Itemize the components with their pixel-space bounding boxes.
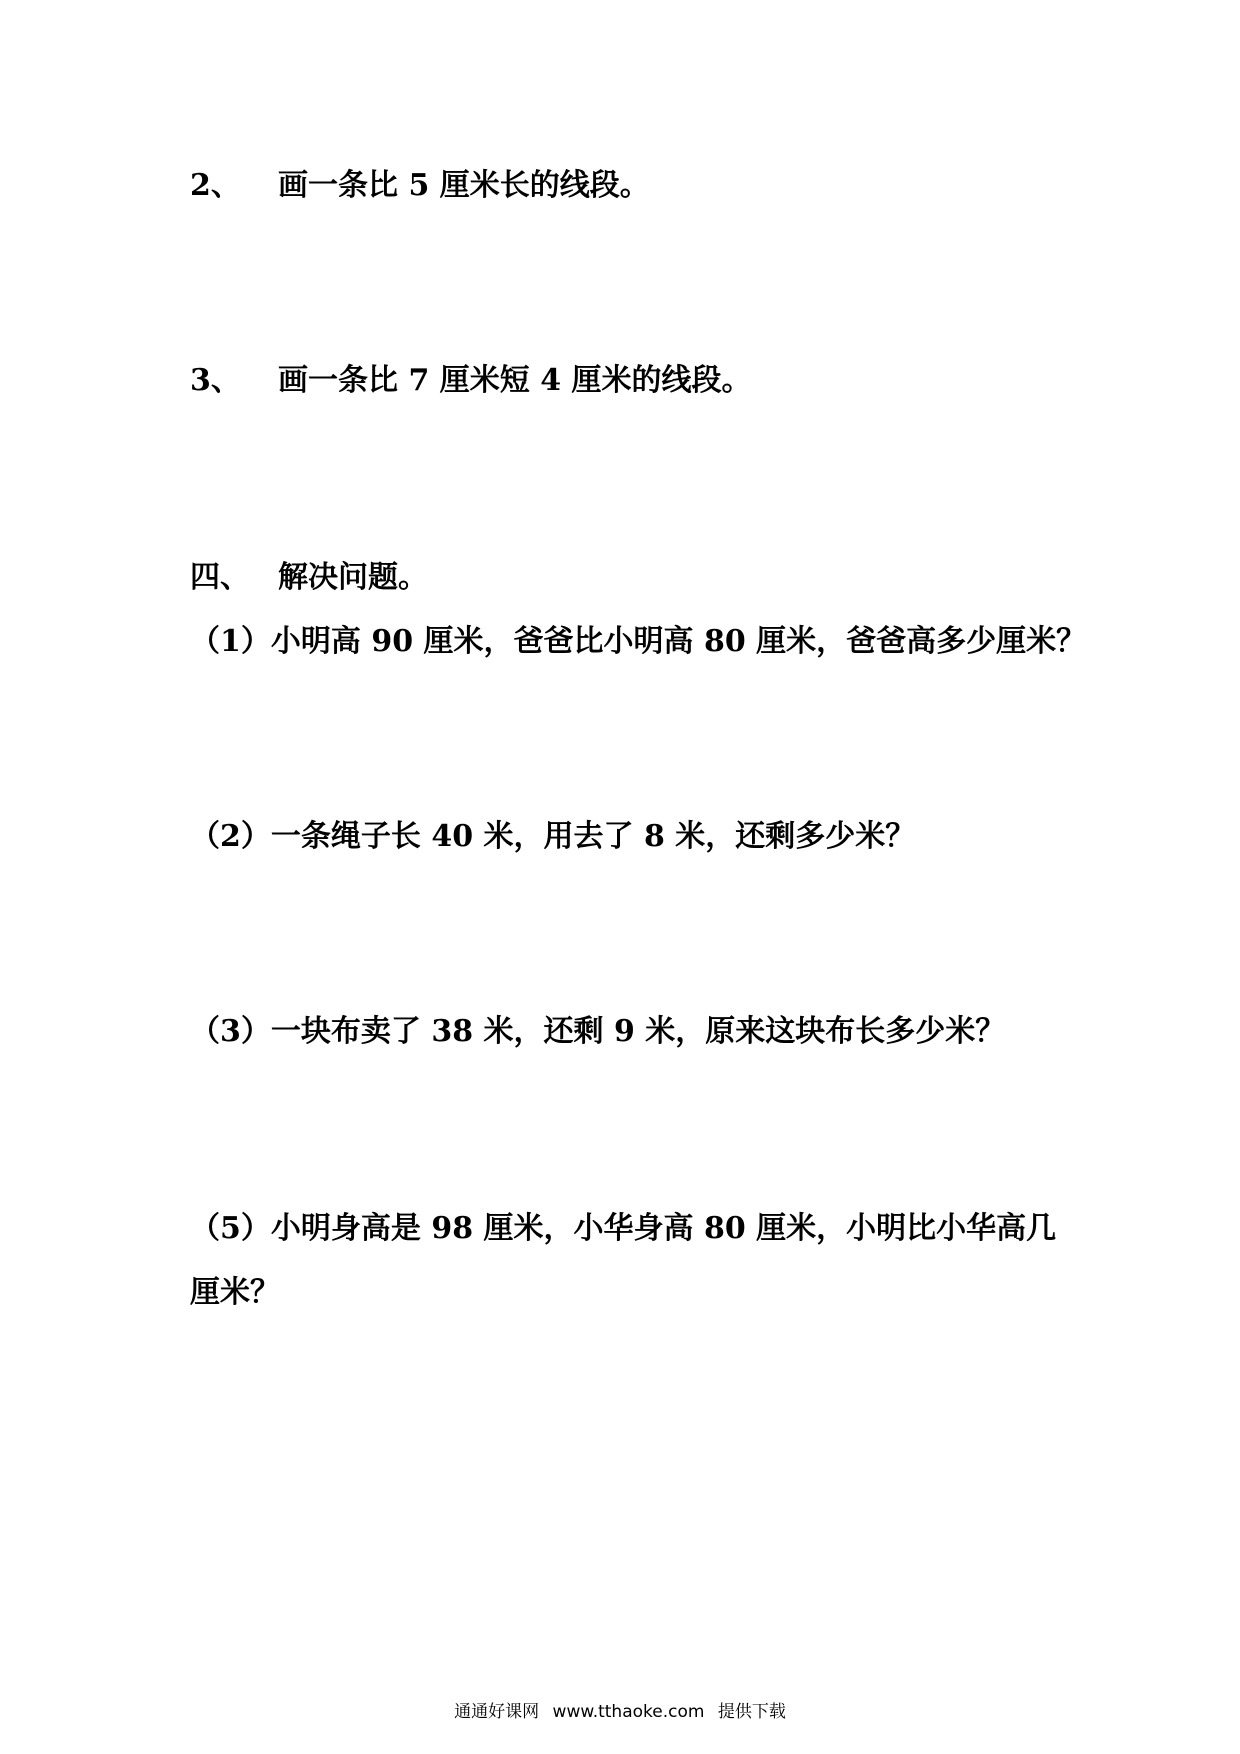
problem-5-line-1 — [190, 1209, 1056, 1249]
question-number: 3、 — [190, 363, 241, 398]
question-text: 画一条比 5 厘米长的线段。 — [278, 168, 650, 203]
problem-1 — [190, 622, 1086, 662]
footer-site-name: 通通好课网 — [454, 1702, 540, 1722]
problem-text: （1）小明高 90 厘米，爸爸比小明高 80 厘米，爸爸高多少厘米？ — [190, 624, 1087, 659]
section-number: 四、 — [190, 560, 250, 595]
problem-5-line-2 — [190, 1273, 280, 1313]
problem-text: （3）一块布卖了 38 米，还剩 9 米，原来这块布长多少米？ — [190, 1014, 1006, 1049]
question-text: 画一条比 7 厘米短 4 厘米的线段。 — [278, 363, 752, 398]
footer-suffix: 提供下载 — [717, 1702, 786, 1722]
problem-text: （2）一条绳子长 40 米，用去了 8 米，还剩多少米？ — [190, 819, 916, 854]
problem-3 — [190, 1012, 1005, 1052]
footer-url: www.tthaoke.com — [552, 1702, 705, 1722]
problem-text: （5）小明身高是 98 厘米，小华身高 80 厘米，小明比小华高几 — [190, 1211, 1057, 1246]
section-title: 解决问题。 — [278, 560, 428, 595]
page-footer — [0, 1700, 1240, 1724]
draw-question-2 — [190, 166, 650, 206]
question-number: 2、 — [190, 168, 241, 203]
draw-question-3 — [190, 361, 752, 401]
section-heading-solve — [190, 558, 428, 598]
problem-text: 厘米？ — [190, 1275, 280, 1310]
problem-2 — [190, 817, 915, 857]
